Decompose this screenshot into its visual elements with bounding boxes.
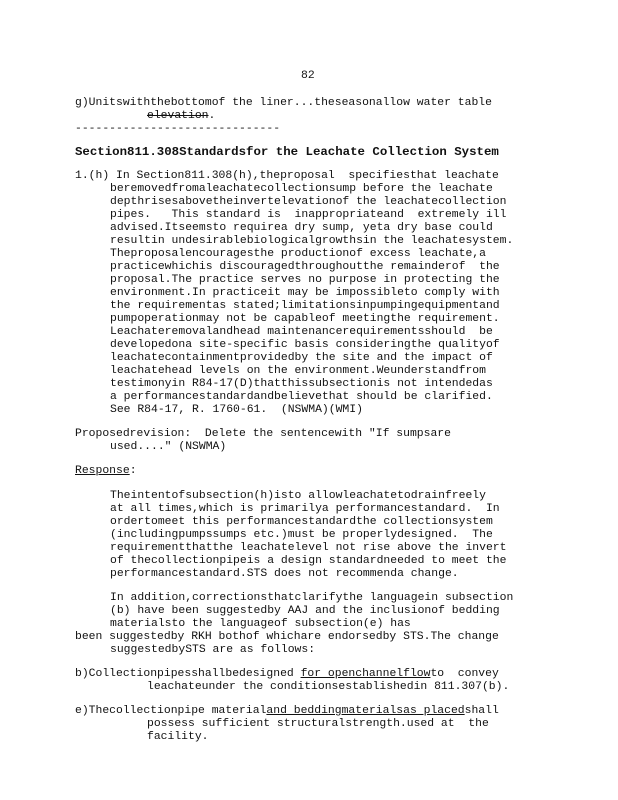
response-line: requirementthatthe leachatelevel not rise above the invert [110,542,507,554]
response-line: ordertomeet this performancestandardthe collectionsystem [110,516,493,528]
comment-line: proposal.The practice serves no purpose in protecting the [110,274,500,286]
page-number: 82 [301,70,315,82]
comment-line: a performancestandardandbelievethat should be clarified. [110,391,493,403]
response-line: of thecollectionpipeis a design standardneeded to meet the [110,555,507,567]
inserted-text: for openchannelflow [300,668,431,680]
item-b-pre: b)Collectionpipesshallbedesigned [75,668,301,680]
response-label: Response [75,465,130,477]
item-g-line-1: g)Unitswiththebottomof the liner...theseasonallow water table [75,97,492,109]
response-line: In addition,correctionsthatclarifythe languagein subsection [110,592,514,604]
response-line: at all times,which is primarilya performancestandard. In [110,503,500,515]
response-colon: : [129,465,137,477]
comment-line: beremovedfromaleachatecollectionsump before the leachate [110,183,493,195]
comment-line: depthrisesabovetheinvertelevationof the leachatecollection [110,196,507,208]
item-e-line-2: possess sufficient structuralstrength.used at the [147,718,489,730]
item-g-period: . [208,110,216,122]
comment-line: See R84-17, R. 1760-61. (NSWMA)(WMI) [110,404,363,416]
response-line: (includingpumpssumps etc.)must be properlydesigned. The [110,529,493,541]
comment-line: Leachateremovalandhead maintenancerequirementsshould be [110,326,493,338]
comment-line: environment.In practiceit may be impossibleto comply with [110,287,500,299]
separator-line: ------------------------------ [75,123,281,135]
item-b-line-2: leachateunder the conditionsestablishedin 811.307(b). [147,681,510,693]
item-e-post: shall [464,705,499,717]
struck-text: elevation [147,110,209,122]
comment-line: 1.(h) In Section811.308(h),theproposal specifiesthat leachate [75,170,499,182]
comment-line: leachatehead levels on the environment.Weunderstandfrom [110,365,486,377]
comment-line: Theproposalencouragesthe productionof excess leachate,a [110,248,486,260]
comment-line: advised.Itseemsto requirea dry sump, yeta dry base could [110,222,493,234]
response-line: suggestedbySTS are as follows: [110,644,316,656]
item-g-line-2 [147,110,215,123]
comment-line: leachatecontainmentprovidedby the site and the impact of [110,352,493,364]
item-b-line-1 [75,668,499,681]
comment-line: pumpoperationmay not be capableof meetingthe requirement. [110,313,500,325]
response-line: been suggestedby RKH bothof whichare endorsedby STS.The change [75,631,499,643]
comment-line: pipes. This standard is inappropriateand extremely ill [110,209,507,221]
comment-line: the requirementas stated;limitationsinpumpingequipmentand [110,300,500,312]
response-line: Theintentofsubsection(h)isto allowleachatetodrainfreely [110,490,486,502]
proposed-revision-line: used...." (NSWMA) [110,441,227,453]
comment-line: developedona site-specific basis consideringthe qualityof [110,339,500,351]
proposed-revision-line: Proposedrevision: Delete the sentencewith "If sumpsare [75,428,451,440]
item-b-post: to convey [430,668,499,680]
response-line: (b) have been suggestedby AAJ and the inclusionof bedding [110,605,500,617]
response-line: performancestandard.STS does not recommenda change. [110,568,459,580]
comment-line: resultin undesirablebiologicalgrowthsin the leachatesystem. [110,235,514,247]
inserted-text: and beddingmaterialsas placed [266,705,465,717]
item-e-pre: e)Thecollectionpipe material [75,705,267,717]
response-line: materialsto the languageof subsection(e) has [110,618,411,630]
response-heading [75,465,137,478]
comment-line: testimonyin R84-17(D)thatthissubsectionis not intendedas [110,378,493,390]
item-e-line-1 [75,705,499,718]
section-heading: Section811.308Standardsfor the Leachate Collection System [75,145,499,159]
item-e-line-3: facility. [147,731,209,743]
comment-line: practicewhichis discouragedthroughoutthe remainderof the [110,261,500,273]
